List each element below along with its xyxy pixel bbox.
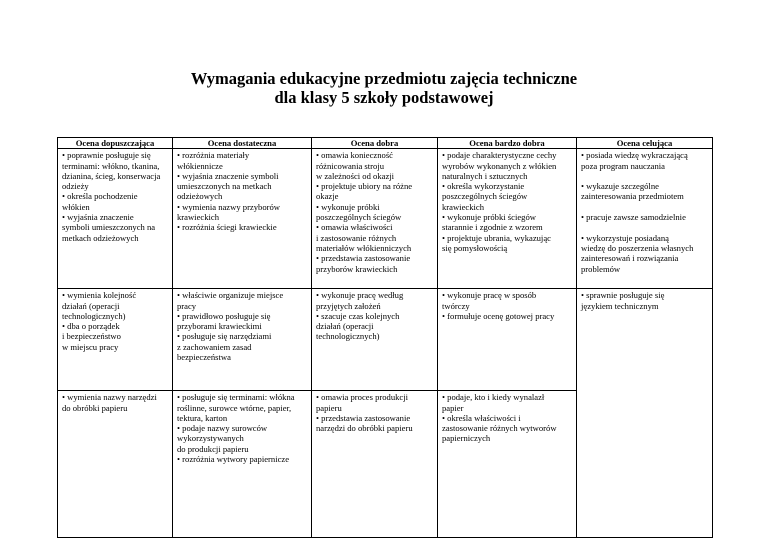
table-cell: • omawia konieczność różnicowania stroju w zależności od okazji • projektuje ubiory na różne okazje • wykonuje próbki poszczególnych ściegów • omawia właściwości i zastosowanie różnych materiałów włókienniczych • przedstawia zastosowanie przyborów krawieckich xyxy=(312,149,438,289)
header-dobra: Ocena dobra xyxy=(312,138,438,149)
table-cell: • posiada wiedzę wykraczającą poza program nauczania • wykazuje szczególne zainteresowania przedmiotem • pracuje zawsze samodzielnie • wykorzystuje posiadaną wiedzę do poszerzenia własnych zainteresowań i rozwiązania problemów xyxy=(577,149,713,289)
header-bardzo-dobra: Ocena bardzo dobra xyxy=(438,138,577,149)
table-cell: • wykonuje pracę w sposób twórczy • formułuje ocenę gotowej pracy xyxy=(438,289,577,391)
header-celujaca: Ocena celująca xyxy=(577,138,713,149)
table-cell: • właściwie organizuje miejsce pracy • prawidłowo posługuje się przyborami krawieckimi • posługuje się narzędziami z zachowaniem zasad bezpieczeństwa xyxy=(173,289,312,391)
table-row xyxy=(58,149,713,289)
table-cell: • wymienia kolejność działań (operacji technologicznych) • dba o porządek i bezpieczeństwo w miejscu pracy xyxy=(58,289,173,391)
requirements-table xyxy=(57,137,713,538)
table-header-row xyxy=(58,138,713,149)
table-cell: • poprawnie posługuje się terminami: włókno, tkanina, dzianina, ścieg, konserwacja odzieży • określa pochodzenie włókien • wyjaśnia znaczenie symboli umieszczonych na metkach odzieżowych xyxy=(58,149,173,289)
document-title-line-1: Wymagania edukacyjne przedmiotu zajęcia techniczne xyxy=(190,69,578,88)
table-cell: • posługuje się terminami: włókna roślinne, surowce wtórne, papier, tektura, karton • podaje nazwy surowców wykorzystywanych do produkcji papieru • rozróżnia wytwory papiernicze xyxy=(173,391,312,538)
table-cell: • sprawnie posługuje się językiem technicznym xyxy=(577,289,713,538)
header-dopuszczajaca: Ocena dopuszczająca xyxy=(58,138,173,149)
table-cell: • omawia proces produkcji papieru • przedstawia zastosowanie narzędzi do obróbki papieru xyxy=(312,391,438,538)
table-cell: • rozróżnia materiały włókiennicze • wyjaśnia znaczenie symboli umieszczonych na metkach odzieżowych • wymienia nazwy przyborów krawieckich • rozróżnia ściegi krawieckie xyxy=(173,149,312,289)
table-cell: • podaje charakterystyczne cechy wyrobów wykonanych z włókien naturalnych i sztucznych • określa wykorzystanie poszczególnych ściegów krawieckich • wykonuje próbki ściegów starannie i zgodnie z wzorem • projektuje ubrania, wykazując się pomysłowością xyxy=(438,149,577,289)
document-title-line-2: dla klasy 5 szkoły podstawowej xyxy=(274,88,494,107)
header-dostateczna: Ocena dostateczna xyxy=(173,138,312,149)
table-cell: • wymienia nazwy narzędzi do obróbki papieru xyxy=(58,391,173,538)
table-cell: • wykonuje pracę według przyjętych założeń • szacuje czas kolejnych działań (operacji technologicznych) xyxy=(312,289,438,391)
table-cell: • podaje, kto i kiedy wynalazł papier • określa właściwości i zastosowanie różnych wytworów papierniczych xyxy=(438,391,577,538)
table-row xyxy=(58,289,713,391)
